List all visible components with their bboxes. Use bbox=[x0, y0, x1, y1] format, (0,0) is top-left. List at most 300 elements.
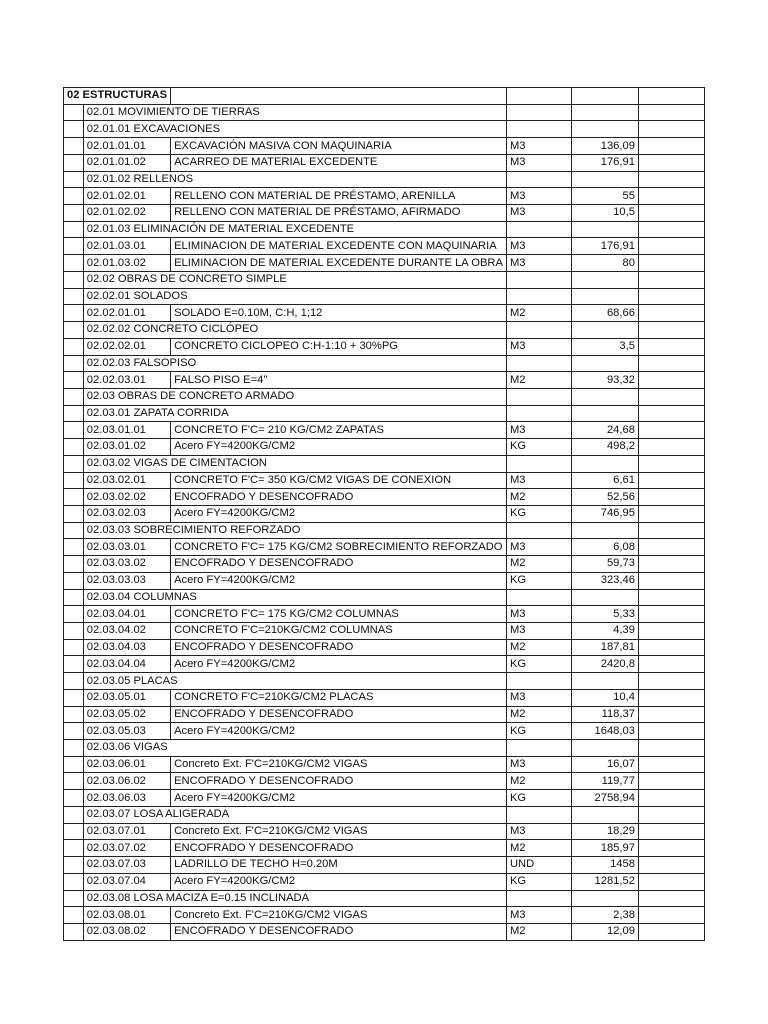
indent-cell bbox=[64, 539, 84, 556]
item-row bbox=[64, 472, 705, 489]
item-quantity bbox=[571, 221, 638, 238]
item-quantity: 4,39 bbox=[571, 623, 638, 640]
item-row bbox=[64, 572, 705, 589]
item-code: 02.03.02.01 bbox=[83, 472, 170, 489]
indent-cell bbox=[64, 623, 84, 640]
item-unit bbox=[506, 121, 571, 138]
item-quantity: 2,38 bbox=[571, 907, 638, 924]
item-quantity bbox=[571, 388, 638, 405]
group-row bbox=[64, 522, 705, 539]
unit-cell bbox=[506, 88, 571, 105]
item-quantity: 68,66 bbox=[571, 305, 638, 322]
item-quantity: 59,73 bbox=[571, 556, 638, 573]
extra-cell bbox=[638, 439, 704, 456]
item-quantity: 93,32 bbox=[571, 372, 638, 389]
item-quantity bbox=[571, 104, 638, 121]
item-quantity bbox=[571, 322, 638, 339]
item-description: ENCOFRADO Y DESENCOFRADO bbox=[171, 639, 507, 656]
item-quantity bbox=[571, 405, 638, 422]
item-quantity: 6,61 bbox=[571, 472, 638, 489]
indent-cell bbox=[64, 572, 84, 589]
extra-cell bbox=[638, 840, 704, 857]
title-row bbox=[64, 88, 705, 105]
item-description: Acero FY=4200KG/CM2 bbox=[171, 656, 507, 673]
group-row bbox=[64, 121, 705, 138]
subgroup-heading: 02.03.07 LOSA ALIGERADA bbox=[83, 806, 506, 823]
item-unit: M3 bbox=[506, 539, 571, 556]
item-quantity: 6,08 bbox=[571, 539, 638, 556]
item-code: 02.03.01.02 bbox=[83, 439, 170, 456]
item-quantity: 185,97 bbox=[571, 840, 638, 857]
item-quantity bbox=[571, 740, 638, 757]
item-code: 02.02.01.01 bbox=[83, 305, 170, 322]
indent-cell bbox=[64, 221, 84, 238]
indent-cell bbox=[64, 840, 84, 857]
item-quantity: 10,4 bbox=[571, 689, 638, 706]
item-quantity: 746,95 bbox=[571, 505, 638, 522]
extra-cell bbox=[638, 271, 704, 288]
item-unit bbox=[506, 806, 571, 823]
subgroup-heading: 02.01.02 RELLENOS bbox=[83, 171, 506, 188]
indent-cell bbox=[64, 238, 84, 255]
subgroup-heading: 02.01.03 ELIMINACIÓN DE MATERIAL EXCEDENTE bbox=[83, 221, 506, 238]
extra-cell bbox=[638, 154, 704, 171]
extra-cell bbox=[638, 88, 704, 105]
extra-cell bbox=[638, 823, 704, 840]
extra-cell bbox=[638, 171, 704, 188]
item-code: 02.01.02.02 bbox=[83, 205, 170, 222]
item-description: CONCRETO F'C=210KG/CM2 PLACAS bbox=[171, 689, 507, 706]
item-unit: M3 bbox=[506, 205, 571, 222]
extra-cell bbox=[638, 472, 704, 489]
item-unit: UND bbox=[506, 857, 571, 874]
item-description: ENCOFRADO Y DESENCOFRADO bbox=[171, 556, 507, 573]
indent-cell bbox=[64, 505, 84, 522]
item-row bbox=[64, 656, 705, 673]
item-row bbox=[64, 489, 705, 506]
item-unit: M3 bbox=[506, 422, 571, 439]
item-code: 02.03.07.01 bbox=[83, 823, 170, 840]
indent-cell bbox=[64, 255, 84, 272]
item-quantity: 18,29 bbox=[571, 823, 638, 840]
item-quantity: 119,77 bbox=[571, 773, 638, 790]
item-code: 02.03.04.03 bbox=[83, 639, 170, 656]
item-code: 02.03.03.03 bbox=[83, 572, 170, 589]
item-row bbox=[64, 840, 705, 857]
extra-cell bbox=[638, 873, 704, 890]
item-quantity: 1458 bbox=[571, 857, 638, 874]
item-unit: M3 bbox=[506, 154, 571, 171]
item-code: 02.01.03.01 bbox=[83, 238, 170, 255]
group-row bbox=[64, 271, 705, 288]
extra-cell bbox=[638, 890, 704, 907]
indent-cell bbox=[64, 756, 84, 773]
section-title: 02 ESTRUCTURAS bbox=[64, 88, 171, 105]
item-code: 02.03.06.02 bbox=[83, 773, 170, 790]
item-unit bbox=[506, 288, 571, 305]
item-code: 02.02.03.01 bbox=[83, 372, 170, 389]
indent-cell bbox=[64, 723, 84, 740]
extra-cell bbox=[638, 338, 704, 355]
item-description: FALSO PISO E=4'' bbox=[171, 372, 507, 389]
group-heading: 02.01 MOVIMIENTO DE TIERRAS bbox=[83, 104, 506, 121]
item-description: ENCOFRADO Y DESENCOFRADO bbox=[171, 489, 507, 506]
item-code: 02.03.03.01 bbox=[83, 539, 170, 556]
item-code: 02.03.05.03 bbox=[83, 723, 170, 740]
item-unit bbox=[506, 322, 571, 339]
indent-cell bbox=[64, 923, 84, 940]
indent-cell bbox=[64, 388, 84, 405]
item-row bbox=[64, 255, 705, 272]
item-unit: M2 bbox=[506, 489, 571, 506]
indent-cell bbox=[64, 656, 84, 673]
item-description: CONCRETO F'C= 350 KG/CM2 VIGAS DE CONEXION bbox=[171, 472, 507, 489]
item-unit: M2 bbox=[506, 773, 571, 790]
item-quantity: 52,56 bbox=[571, 489, 638, 506]
item-description: ENCOFRADO Y DESENCOFRADO bbox=[171, 706, 507, 723]
extra-cell bbox=[638, 405, 704, 422]
item-row bbox=[64, 907, 705, 924]
item-row bbox=[64, 372, 705, 389]
extra-cell bbox=[638, 221, 704, 238]
indent-cell bbox=[64, 907, 84, 924]
subgroup-heading: 02.03.04 COLUMNAS bbox=[83, 589, 506, 606]
item-unit: M3 bbox=[506, 623, 571, 640]
extra-cell bbox=[638, 656, 704, 673]
item-unit: M3 bbox=[506, 238, 571, 255]
item-code: 02.03.05.01 bbox=[83, 689, 170, 706]
indent-cell bbox=[64, 322, 84, 339]
indent-cell bbox=[64, 288, 84, 305]
item-description: LADRILLO DE TECHO H=0.20M bbox=[171, 857, 507, 874]
item-description: CONCRETO F'C= 175 KG/CM2 COLUMNAS bbox=[171, 606, 507, 623]
item-quantity: 2420,8 bbox=[571, 656, 638, 673]
extra-cell bbox=[638, 455, 704, 472]
item-unit: M3 bbox=[506, 606, 571, 623]
extra-cell bbox=[638, 857, 704, 874]
item-quantity bbox=[571, 288, 638, 305]
item-description: Concreto Ext. F'C=210KG/CM2 VIGAS bbox=[171, 907, 507, 924]
item-unit: M3 bbox=[506, 823, 571, 840]
extra-cell bbox=[638, 589, 704, 606]
indent-cell bbox=[64, 706, 84, 723]
group-row bbox=[64, 405, 705, 422]
item-description: ELIMINACION DE MATERIAL EXCEDENTE CON MAQUINARIA bbox=[171, 238, 507, 255]
indent-cell bbox=[64, 138, 84, 155]
item-quantity bbox=[571, 673, 638, 690]
item-code: 02.03.08.02 bbox=[83, 923, 170, 940]
indent-cell bbox=[64, 372, 84, 389]
item-description: RELLENO CON MATERIAL DE PRÉSTAMO, AFIRMADO bbox=[171, 205, 507, 222]
item-unit bbox=[506, 455, 571, 472]
item-unit: KG bbox=[506, 505, 571, 522]
indent-cell bbox=[64, 472, 84, 489]
item-unit: M2 bbox=[506, 923, 571, 940]
extra-cell bbox=[638, 255, 704, 272]
group-row bbox=[64, 455, 705, 472]
subgroup-heading: 02.03.02 VIGAS DE CIMENTACION bbox=[83, 455, 506, 472]
subgroup-heading: 02.02.02 CONCRETO CICLÓPEO bbox=[83, 322, 506, 339]
indent-cell bbox=[64, 673, 84, 690]
item-row bbox=[64, 439, 705, 456]
item-unit: KG bbox=[506, 572, 571, 589]
item-row bbox=[64, 873, 705, 890]
item-description: ENCOFRADO Y DESENCOFRADO bbox=[171, 923, 507, 940]
group-row bbox=[64, 890, 705, 907]
item-unit bbox=[506, 890, 571, 907]
group-row bbox=[64, 806, 705, 823]
extra-cell bbox=[638, 923, 704, 940]
item-row bbox=[64, 923, 705, 940]
item-quantity bbox=[571, 455, 638, 472]
item-quantity: 10,5 bbox=[571, 205, 638, 222]
extra-cell bbox=[638, 740, 704, 757]
group-row bbox=[64, 388, 705, 405]
item-description: ACARREO DE MATERIAL EXCEDENTE bbox=[171, 154, 507, 171]
item-unit: M3 bbox=[506, 756, 571, 773]
extra-cell bbox=[638, 572, 704, 589]
extra-cell bbox=[638, 539, 704, 556]
item-code: 02.03.04.01 bbox=[83, 606, 170, 623]
item-row bbox=[64, 188, 705, 205]
item-quantity bbox=[571, 890, 638, 907]
indent-cell bbox=[64, 154, 84, 171]
item-quantity: 1648,03 bbox=[571, 723, 638, 740]
item-description: CONCRETO F'C=210KG/CM2 COLUMNAS bbox=[171, 623, 507, 640]
item-row bbox=[64, 823, 705, 840]
item-unit bbox=[506, 405, 571, 422]
extra-cell bbox=[638, 372, 704, 389]
group-row bbox=[64, 104, 705, 121]
budget-table-body bbox=[64, 88, 705, 941]
extra-cell bbox=[638, 522, 704, 539]
item-row bbox=[64, 773, 705, 790]
extra-cell bbox=[638, 639, 704, 656]
item-row bbox=[64, 606, 705, 623]
indent-cell bbox=[64, 639, 84, 656]
item-unit: M2 bbox=[506, 372, 571, 389]
item-description: Acero FY=4200KG/CM2 bbox=[171, 505, 507, 522]
item-row bbox=[64, 706, 705, 723]
extra-cell bbox=[638, 673, 704, 690]
extra-cell bbox=[638, 723, 704, 740]
item-description: Acero FY=4200KG/CM2 bbox=[171, 723, 507, 740]
item-description: Acero FY=4200KG/CM2 bbox=[171, 873, 507, 890]
item-unit: M2 bbox=[506, 639, 571, 656]
extra-cell bbox=[638, 907, 704, 924]
extra-cell bbox=[638, 773, 704, 790]
extra-cell bbox=[638, 138, 704, 155]
group-row bbox=[64, 355, 705, 372]
indent-cell bbox=[64, 171, 84, 188]
item-unit bbox=[506, 104, 571, 121]
indent-cell bbox=[64, 188, 84, 205]
item-quantity bbox=[571, 806, 638, 823]
item-quantity: 1281,52 bbox=[571, 873, 638, 890]
item-description: ELIMINACION DE MATERIAL EXCEDENTE DURANTE LA OBRA bbox=[171, 255, 507, 272]
item-row bbox=[64, 723, 705, 740]
item-unit: M3 bbox=[506, 188, 571, 205]
group-row bbox=[64, 589, 705, 606]
indent-cell bbox=[64, 806, 84, 823]
indent-cell bbox=[64, 522, 84, 539]
item-unit: M3 bbox=[506, 689, 571, 706]
item-code: 02.03.06.03 bbox=[83, 790, 170, 807]
item-description: Acero FY=4200KG/CM2 bbox=[171, 572, 507, 589]
item-row bbox=[64, 138, 705, 155]
item-quantity bbox=[571, 522, 638, 539]
item-quantity: 187,81 bbox=[571, 639, 638, 656]
item-code: 02.03.04.02 bbox=[83, 623, 170, 640]
item-quantity: 2758,94 bbox=[571, 790, 638, 807]
indent-cell bbox=[64, 205, 84, 222]
item-code: 02.01.01.01 bbox=[83, 138, 170, 155]
extra-cell bbox=[638, 689, 704, 706]
item-description: Acero FY=4200KG/CM2 bbox=[171, 790, 507, 807]
item-unit: KG bbox=[506, 656, 571, 673]
group-heading: 02.02 OBRAS DE CONCRETO SIMPLE bbox=[83, 271, 506, 288]
extra-cell bbox=[638, 238, 704, 255]
item-quantity: 16,07 bbox=[571, 756, 638, 773]
indent-cell bbox=[64, 455, 84, 472]
extra-cell bbox=[638, 556, 704, 573]
indent-cell bbox=[64, 355, 84, 372]
indent-cell bbox=[64, 589, 84, 606]
item-quantity bbox=[571, 271, 638, 288]
extra-cell bbox=[638, 322, 704, 339]
indent-cell bbox=[64, 823, 84, 840]
item-unit bbox=[506, 522, 571, 539]
item-description: CONCRETO F'C= 210 KG/CM2 ZAPATAS bbox=[171, 422, 507, 439]
indent-cell bbox=[64, 857, 84, 874]
group-row bbox=[64, 221, 705, 238]
item-unit: M2 bbox=[506, 305, 571, 322]
item-description: SOLADO E=0.10M, C:H, 1;12 bbox=[171, 305, 507, 322]
item-code: 02.03.03.02 bbox=[83, 556, 170, 573]
extra-cell bbox=[638, 790, 704, 807]
item-code: 02.01.03.02 bbox=[83, 255, 170, 272]
item-unit: KG bbox=[506, 723, 571, 740]
item-row bbox=[64, 154, 705, 171]
indent-cell bbox=[64, 556, 84, 573]
item-code: 02.03.07.04 bbox=[83, 873, 170, 890]
item-description: Acero FY=4200KG/CM2 bbox=[171, 439, 507, 456]
subgroup-heading: 02.03.06 VIGAS bbox=[83, 740, 506, 757]
item-code: 02.02.02.01 bbox=[83, 338, 170, 355]
extra-cell bbox=[638, 205, 704, 222]
extra-cell bbox=[638, 806, 704, 823]
item-unit bbox=[506, 740, 571, 757]
group-heading: 02.03 OBRAS DE CONCRETO ARMADO bbox=[83, 388, 506, 405]
item-unit bbox=[506, 355, 571, 372]
extra-cell bbox=[638, 121, 704, 138]
item-code: 02.03.02.02 bbox=[83, 489, 170, 506]
item-quantity: 24,68 bbox=[571, 422, 638, 439]
item-description: ENCOFRADO Y DESENCOFRADO bbox=[171, 773, 507, 790]
empty-cell bbox=[171, 88, 507, 105]
item-unit bbox=[506, 589, 571, 606]
subgroup-heading: 02.03.01 ZAPATA CORRIDA bbox=[83, 405, 506, 422]
item-quantity bbox=[571, 171, 638, 188]
item-row bbox=[64, 623, 705, 640]
item-unit: M2 bbox=[506, 706, 571, 723]
indent-cell bbox=[64, 606, 84, 623]
item-unit bbox=[506, 388, 571, 405]
item-quantity: 55 bbox=[571, 188, 638, 205]
group-row bbox=[64, 171, 705, 188]
item-quantity: 498,2 bbox=[571, 439, 638, 456]
item-unit bbox=[506, 271, 571, 288]
extra-cell bbox=[638, 355, 704, 372]
item-description: ENCOFRADO Y DESENCOFRADO bbox=[171, 840, 507, 857]
group-row bbox=[64, 740, 705, 757]
item-row bbox=[64, 790, 705, 807]
extra-cell bbox=[638, 706, 704, 723]
item-code: 02.03.02.03 bbox=[83, 505, 170, 522]
extra-cell bbox=[638, 188, 704, 205]
indent-cell bbox=[64, 439, 84, 456]
item-code: 02.03.05.02 bbox=[83, 706, 170, 723]
item-row bbox=[64, 238, 705, 255]
extra-cell bbox=[638, 756, 704, 773]
item-row bbox=[64, 639, 705, 656]
item-quantity: 3,5 bbox=[571, 338, 638, 355]
item-description: EXCAVACIÓN MASIVA CON MAQUINARIA bbox=[171, 138, 507, 155]
item-code: 02.03.04.04 bbox=[83, 656, 170, 673]
item-unit: M3 bbox=[506, 907, 571, 924]
item-row bbox=[64, 857, 705, 874]
item-code: 02.03.07.03 bbox=[83, 857, 170, 874]
extra-cell bbox=[638, 505, 704, 522]
item-code: 02.03.01.01 bbox=[83, 422, 170, 439]
indent-cell bbox=[64, 489, 84, 506]
indent-cell bbox=[64, 790, 84, 807]
item-row bbox=[64, 205, 705, 222]
item-row bbox=[64, 305, 705, 322]
item-unit: M2 bbox=[506, 556, 571, 573]
indent-cell bbox=[64, 890, 84, 907]
item-quantity: 176,91 bbox=[571, 154, 638, 171]
item-unit: KG bbox=[506, 873, 571, 890]
indent-cell bbox=[64, 121, 84, 138]
indent-cell bbox=[64, 104, 84, 121]
item-quantity: 118,37 bbox=[571, 706, 638, 723]
item-row bbox=[64, 689, 705, 706]
item-row bbox=[64, 539, 705, 556]
item-row bbox=[64, 505, 705, 522]
item-code: 02.03.07.02 bbox=[83, 840, 170, 857]
item-unit bbox=[506, 673, 571, 690]
item-description: Concreto Ext. F'C=210KG/CM2 VIGAS bbox=[171, 823, 507, 840]
item-code: 02.03.08.01 bbox=[83, 907, 170, 924]
indent-cell bbox=[64, 773, 84, 790]
extra-cell bbox=[638, 305, 704, 322]
group-row bbox=[64, 673, 705, 690]
indent-cell bbox=[64, 740, 84, 757]
indent-cell bbox=[64, 271, 84, 288]
subgroup-heading: 02.01.01 EXCAVACIONES bbox=[83, 121, 506, 138]
extra-cell bbox=[638, 422, 704, 439]
item-quantity: 176,91 bbox=[571, 238, 638, 255]
item-row bbox=[64, 756, 705, 773]
subgroup-heading: 02.03.05 PLACAS bbox=[83, 673, 506, 690]
indent-cell bbox=[64, 305, 84, 322]
item-quantity: 5,33 bbox=[571, 606, 638, 623]
item-description: Concreto Ext. F'C=210KG/CM2 VIGAS bbox=[171, 756, 507, 773]
item-unit: M3 bbox=[506, 255, 571, 272]
item-unit: M3 bbox=[506, 472, 571, 489]
item-quantity bbox=[571, 355, 638, 372]
